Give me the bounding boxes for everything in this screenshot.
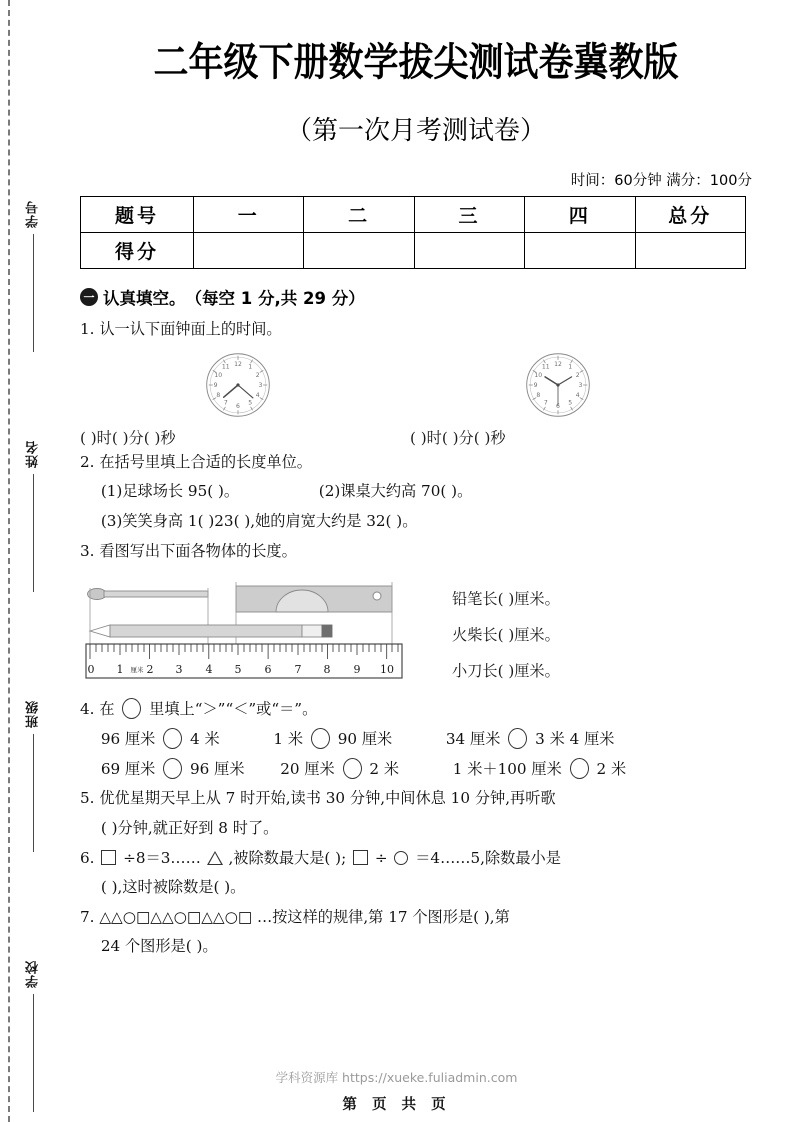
svg-text:5: 5 [248,399,253,407]
question-1-answer-right[interactable]: ( )时( )分( )秒 [410,428,506,447]
question-1-number: 1. [80,320,95,338]
side-label-school [10,960,56,1112]
side-rule-line [33,734,34,852]
question-7-number: 7. [80,907,95,926]
side-label-text: 班级 [25,700,41,728]
section-badge-icon: 一 [80,288,98,306]
question-6-number: 6. [80,848,95,867]
compare-circle-blank-icon[interactable] [508,728,527,749]
score-table-col-total: 总分 [635,197,745,233]
score-table-col-3: 三 [414,197,524,233]
svg-text:3: 3 [175,663,183,677]
score-table-col-1: 一 [194,197,304,233]
dividend-square-blank-icon[interactable] [353,850,368,865]
question-5-text-2[interactable]: ( )分钟,就正好到 8 时了。 [100,818,279,837]
q4-r2-c3-right: 2 米 [596,759,627,778]
ruler-measurement-figure [80,574,412,682]
question-6-line-2 [80,873,758,903]
svg-text:2: 2 [575,371,580,379]
svg-text:1: 1 [248,363,253,371]
section-points: （每空 1 分,共 29 分） [185,289,365,308]
question-3-number: 3. [80,541,95,560]
q4-r2-c2-left: 20 厘米 [280,759,335,778]
svg-text:1: 1 [568,363,573,371]
score-cell-1[interactable] [194,233,304,269]
q4-r1-c1-left: 96 厘米 [100,730,156,748]
side-rule-line [33,474,34,592]
question-3-stem-line [80,537,758,567]
question-2-stem-line [80,448,758,478]
score-table-col-2: 二 [304,197,414,233]
question-7-line-1 [80,903,758,933]
compare-circle-blank-icon[interactable] [343,758,362,779]
pencil-ferrule-icon [302,625,322,637]
question-1-stem-line [80,315,758,345]
table-row-scores [81,233,746,269]
compare-circle-blank-icon[interactable] [311,728,330,749]
compare-circle-blank-icon[interactable] [570,758,589,779]
question-7-text-2[interactable]: 24 个图形是( )。 [100,937,218,956]
score-table-col-4: 四 [525,197,635,233]
svg-text:7: 7 [294,663,302,677]
question-3-stem: 看图写出下面各物体的长度。 [99,541,297,560]
side-label-text: 姓名 [25,440,41,468]
q4-r2-c3-left: 1 米＋100 厘米 [452,759,562,778]
svg-text:7: 7 [543,399,548,407]
question-2-row-1 [80,477,758,507]
score-cell-4[interactable] [525,233,635,269]
svg-text:3: 3 [578,381,583,389]
question-7-pattern: △△○□△△○□△△○□ [99,907,253,926]
score-cell-3[interactable] [414,233,524,269]
question-6-part1a: ÷8＝3…… [123,848,201,867]
svg-text:2: 2 [146,663,154,677]
ruler-unit-label: 厘米 [130,666,144,675]
section-heading-1 [80,285,776,309]
pencil-body-icon [110,625,302,637]
page-title: 二年级下册数学拔尖测试卷冀教版 [153,40,679,86]
question-6-part2b: ＝4……5,除数最小是 [415,848,561,867]
score-table [80,196,746,269]
score-table-wrap [56,196,776,269]
pencil-eraser-icon [322,625,332,637]
clock-face-icon-left [204,351,272,419]
question-2-item-1[interactable]: (1)足球场长 95( )。 [100,482,240,501]
q4-r2-c1-right: 96 厘米 [190,759,245,778]
svg-text:10: 10 [534,371,543,379]
section-title: 认真填空。 [103,289,186,308]
question-4-number: 4. [80,700,95,719]
question-4-stem-a: 在 [99,700,115,719]
dividend-square-blank-icon[interactable] [101,850,116,865]
compare-circle-blank-icon[interactable] [163,758,182,779]
svg-text:10: 10 [214,371,223,379]
question-6-part1b[interactable]: ,被除数最大是( ); [228,848,347,867]
q4-r1-c1-right: 4 米 [190,730,220,748]
svg-text:4: 4 [255,391,260,399]
score-table-row-label: 题号 [81,197,194,233]
svg-text:6: 6 [556,402,560,410]
question-1-answer-left[interactable]: ( )时( )分( )秒 [80,428,176,447]
question-5-line-2 [80,814,758,844]
question-4 [80,695,758,784]
pencil-tip-icon [90,625,110,637]
svg-text:2: 2 [255,371,260,379]
question-5 [80,784,758,843]
question-2-number: 2. [80,452,95,471]
question-4-stem-line [80,695,758,725]
svg-text:6: 6 [236,402,240,410]
question-3-label-match[interactable]: 火柴长( )厘米。 [452,625,560,644]
side-label-name [10,440,56,592]
svg-text:8: 8 [323,663,331,677]
svg-text:8: 8 [216,391,221,399]
q4-r2-c2-right: 2 米 [369,759,400,778]
exam-meta: 时间：60分钟 满分：100分 [570,173,752,189]
question-3-figure-row [80,574,776,689]
question-5-text-1: 优优星期天早上从 7 时开始,读书 30 分钟,中间休息 10 分钟,再听歌 [99,789,556,808]
side-label-class [10,700,56,852]
score-cell-total[interactable] [635,233,745,269]
question-2 [80,448,758,537]
svg-text:5: 5 [234,663,242,677]
compare-circle-blank-icon[interactable] [122,698,141,719]
knife-hole-icon [373,592,381,600]
question-2-item-3[interactable]: (3)笑笑身高 1( )23( ),她的肩宽大约是 32( )。 [100,511,418,530]
question-5-number: 5. [80,789,95,808]
svg-text:11: 11 [541,363,550,371]
svg-text:11: 11 [221,363,230,371]
question-4-stem-b: 里填上“＞”“＜”或“＝”。 [149,700,318,719]
side-label-student-id [10,200,56,352]
svg-text:1: 1 [116,663,124,677]
question-7-line-2 [80,932,758,962]
question-3-answer-labels [452,574,560,689]
q4-r1-c3-left: 34 厘米 [445,730,501,748]
svg-text:9: 9 [533,381,538,389]
svg-text:9: 9 [353,663,361,677]
side-rule-line [33,234,34,352]
svg-text:0: 0 [87,663,95,677]
page-subtitle: （第一次月考测试卷） [285,116,546,146]
question-5-line-1 [80,784,758,814]
score-cell-2[interactable] [304,233,414,269]
svg-text:7: 7 [223,399,228,407]
svg-text:10: 10 [380,663,394,677]
score-table-row-label: 得分 [81,233,194,269]
question-3-label-knife[interactable]: 小刀长( )厘米。 [452,661,560,680]
compare-circle-blank-icon[interactable] [163,728,182,749]
question-6-part2a: ÷ [374,848,388,867]
page-indicator: 第 页 共 页 [342,1097,451,1113]
question-2-stem: 在括号里填上合适的长度单位。 [99,452,312,471]
svg-text:6: 6 [264,663,272,677]
svg-text:4: 4 [575,391,580,399]
question-6-line-1 [80,844,758,874]
question-2-item-2[interactable]: (2)课桌大约高 70( )。 [318,482,473,501]
question-4-row-2 [80,755,758,785]
svg-text:5: 5 [568,399,573,407]
question-3 [80,537,758,567]
match-stick-icon [104,591,208,597]
question-6 [80,844,758,903]
q4-r1-c3-right: 3 米 4 厘米 [535,730,615,748]
table-row-header [81,197,746,233]
svg-text:9: 9 [213,381,218,389]
question-1 [80,315,758,345]
side-label-column [10,0,56,1122]
divisor-circle-blank-icon[interactable] [394,851,408,865]
site-watermark: 学科资源库 https://xueke.fuliadmin.com [275,1070,518,1085]
question-2-row-2 [80,507,758,537]
question-1-answer-blanks [80,427,776,448]
side-label-text: 学校 [25,960,41,988]
question-3-label-pencil[interactable]: 铅笔长( )厘米。 [452,590,560,609]
svg-text:12: 12 [554,360,562,368]
exam-page [56,0,776,1122]
question-6-text-2[interactable]: ( ),这时被除数是( )。 [100,878,246,897]
question-1-stem: 认一认下面钟面上的时间。 [99,320,282,338]
svg-text:4: 4 [205,663,213,677]
question-7 [80,903,758,962]
svg-text:3: 3 [258,381,263,389]
side-label-text: 学号 [25,200,41,228]
question-4-row-1 [80,725,758,755]
q4-r1-c2-left: 1 米 [273,730,304,748]
q4-r1-c2-right: 90 厘米 [337,730,393,748]
question-7-tail[interactable]: …按这样的规律,第 17 个图形是( ),第 [257,907,510,926]
q4-r2-c1-left: 69 厘米 [100,759,156,778]
clock-face-icon-right [524,351,592,419]
svg-text:8: 8 [536,391,541,399]
svg-text:12: 12 [234,360,242,368]
remainder-triangle-blank-icon[interactable] [207,851,223,865]
question-1-clock-figures [56,349,776,425]
